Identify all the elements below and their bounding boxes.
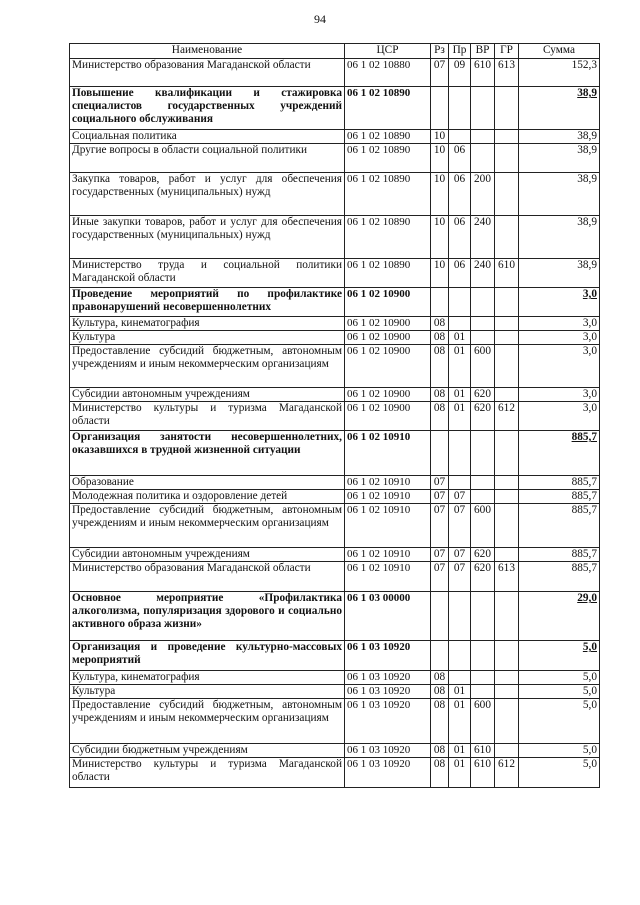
- budget-table: [69, 43, 600, 788]
- cell-name: Организация и проведение культурно-массовых мероприятий: [70, 641, 345, 671]
- cell-name: Организация занятости несовершеннолетних, оказавшихся в трудной жизненной ситуации: [70, 431, 345, 476]
- cell-rz: 08: [431, 402, 449, 431]
- cell-gr: [495, 592, 519, 641]
- cell-name: Образование: [70, 476, 345, 490]
- cell-rz: 08: [431, 758, 449, 788]
- cell-name: Основное мероприятие «Профилактика алкоголизма, популяризация здорового и социально активного образа жизни»: [70, 592, 345, 641]
- table-row: [70, 130, 600, 144]
- cell-csr: 06 1 02 10900: [345, 402, 431, 431]
- cell-name: Министерство образования Магаданской области: [70, 562, 345, 592]
- cell-vr: 620: [471, 388, 495, 402]
- cell-gr: [495, 476, 519, 490]
- cell-gr: [495, 288, 519, 317]
- cell-name: Социальная политика: [70, 130, 345, 144]
- cell-rz: 10: [431, 173, 449, 216]
- cell-rz: 07: [431, 490, 449, 504]
- cell-rz: 10: [431, 259, 449, 288]
- cell-sum: 38,9: [519, 87, 600, 130]
- cell-csr: 06 1 02 10890: [345, 216, 431, 259]
- cell-gr: 612: [495, 758, 519, 788]
- cell-pr: [449, 592, 471, 641]
- cell-gr: [495, 490, 519, 504]
- cell-sum: 38,9: [519, 144, 600, 173]
- table-row: [70, 671, 600, 685]
- table-row: [70, 548, 600, 562]
- cell-pr: 07: [449, 504, 471, 548]
- cell-pr: 07: [449, 562, 471, 592]
- cell-name: Субсидии автономным учреждениям: [70, 388, 345, 402]
- cell-csr: 06 1 02 10890: [345, 144, 431, 173]
- cell-sum: 885,7: [519, 548, 600, 562]
- cell-csr: 06 1 02 10890: [345, 173, 431, 216]
- cell-name: Министерство образования Магаданской области: [70, 59, 345, 87]
- header-gr: ГР: [495, 44, 519, 59]
- cell-pr: [449, 431, 471, 476]
- cell-vr: 600: [471, 345, 495, 388]
- table-row: [70, 216, 600, 259]
- cell-csr: 06 1 02 10910: [345, 562, 431, 592]
- cell-sum: 5,0: [519, 758, 600, 788]
- table-row: [70, 144, 600, 173]
- cell-name: Предоставление субсидий бюджетным, автономным учреждениям и иным некоммерческим организациям: [70, 504, 345, 548]
- cell-sum: 3,0: [519, 402, 600, 431]
- cell-csr: 06 1 02 10910: [345, 548, 431, 562]
- cell-vr: 600: [471, 699, 495, 744]
- cell-vr: [471, 331, 495, 345]
- cell-name: Субсидии автономным учреждениям: [70, 548, 345, 562]
- cell-vr: [471, 641, 495, 671]
- cell-pr: 01: [449, 388, 471, 402]
- cell-name: Министерство культуры и туризма Магаданской области: [70, 758, 345, 788]
- cell-sum: 3,0: [519, 288, 600, 317]
- cell-sum: 5,0: [519, 744, 600, 758]
- cell-sum: 38,9: [519, 173, 600, 216]
- header-name: Наименование: [70, 44, 345, 59]
- table-row: [70, 59, 600, 87]
- cell-csr: 06 1 02 10900: [345, 288, 431, 317]
- cell-gr: [495, 331, 519, 345]
- cell-vr: [471, 671, 495, 685]
- cell-sum: 38,9: [519, 130, 600, 144]
- cell-vr: 610: [471, 758, 495, 788]
- cell-vr: [471, 144, 495, 173]
- cell-pr: [449, 288, 471, 317]
- cell-rz: 08: [431, 699, 449, 744]
- cell-csr: 06 1 03 10920: [345, 671, 431, 685]
- cell-rz: 08: [431, 685, 449, 699]
- cell-rz: 10: [431, 216, 449, 259]
- cell-gr: [495, 685, 519, 699]
- cell-vr: [471, 317, 495, 331]
- table-row: [70, 317, 600, 331]
- cell-pr: 06: [449, 216, 471, 259]
- cell-vr: [471, 87, 495, 130]
- cell-csr: 06 1 03 10920: [345, 758, 431, 788]
- cell-vr: [471, 592, 495, 641]
- cell-csr: 06 1 03 10920: [345, 685, 431, 699]
- cell-sum: 38,9: [519, 216, 600, 259]
- cell-vr: 240: [471, 259, 495, 288]
- cell-sum: 885,7: [519, 431, 600, 476]
- cell-rz: 07: [431, 562, 449, 592]
- header-vr: ВР: [471, 44, 495, 59]
- table-row: [70, 331, 600, 345]
- cell-pr: 01: [449, 345, 471, 388]
- cell-pr: 01: [449, 744, 471, 758]
- cell-vr: [471, 288, 495, 317]
- cell-name: Иные закупки товаров, работ и услуг для обеспечения государственных (муниципальных) нужд: [70, 216, 345, 259]
- cell-csr: 06 1 02 10910: [345, 431, 431, 476]
- cell-gr: [495, 699, 519, 744]
- cell-name: Закупка товаров, работ и услуг для обеспечения государственных (муниципальных) нужд: [70, 173, 345, 216]
- table-row: [70, 431, 600, 476]
- table-row: [70, 592, 600, 641]
- cell-sum: 5,0: [519, 671, 600, 685]
- cell-vr: [471, 490, 495, 504]
- cell-pr: 06: [449, 259, 471, 288]
- header-pr: Пр: [449, 44, 471, 59]
- cell-vr: [471, 476, 495, 490]
- cell-vr: 610: [471, 59, 495, 87]
- header-csr: ЦСР: [345, 44, 431, 59]
- cell-sum: 3,0: [519, 331, 600, 345]
- cell-rz: 10: [431, 130, 449, 144]
- cell-name: Культура, кинематография: [70, 317, 345, 331]
- cell-gr: [495, 345, 519, 388]
- cell-rz: [431, 592, 449, 641]
- cell-gr: [495, 671, 519, 685]
- table-row: [70, 173, 600, 216]
- cell-gr: [495, 173, 519, 216]
- cell-vr: 620: [471, 548, 495, 562]
- cell-rz: 08: [431, 388, 449, 402]
- cell-sum: 3,0: [519, 345, 600, 388]
- cell-csr: 06 1 03 10920: [345, 641, 431, 671]
- cell-name: Повышение квалификации и стажировка специалистов государственных учреждений социального обслуживания: [70, 87, 345, 130]
- cell-pr: 06: [449, 144, 471, 173]
- cell-sum: 3,0: [519, 317, 600, 331]
- cell-gr: 610: [495, 259, 519, 288]
- cell-csr: 06 1 03 00000: [345, 592, 431, 641]
- cell-gr: [495, 548, 519, 562]
- cell-gr: [495, 641, 519, 671]
- table-row: [70, 476, 600, 490]
- cell-vr: [471, 130, 495, 144]
- cell-rz: [431, 288, 449, 317]
- cell-csr: 06 1 02 10900: [345, 345, 431, 388]
- cell-pr: 01: [449, 699, 471, 744]
- cell-rz: 07: [431, 476, 449, 490]
- cell-rz: 10: [431, 144, 449, 173]
- table-row: [70, 685, 600, 699]
- cell-pr: [449, 671, 471, 685]
- cell-sum: 29,0: [519, 592, 600, 641]
- cell-sum: 885,7: [519, 562, 600, 592]
- table-row: [70, 259, 600, 288]
- cell-rz: 08: [431, 331, 449, 345]
- cell-rz: 08: [431, 744, 449, 758]
- cell-gr: 613: [495, 562, 519, 592]
- cell-sum: 5,0: [519, 641, 600, 671]
- table-row: [70, 402, 600, 431]
- cell-rz: [431, 431, 449, 476]
- cell-gr: [495, 504, 519, 548]
- table-row: [70, 87, 600, 130]
- cell-name: Предоставление субсидий бюджетным, автономным учреждениям и иным некоммерческим организациям: [70, 345, 345, 388]
- cell-sum: 152,3: [519, 59, 600, 87]
- cell-gr: [495, 87, 519, 130]
- cell-pr: [449, 317, 471, 331]
- table-row: [70, 699, 600, 744]
- cell-pr: 07: [449, 548, 471, 562]
- cell-vr: 610: [471, 744, 495, 758]
- cell-gr: [495, 744, 519, 758]
- cell-name: Другие вопросы в области социальной политики: [70, 144, 345, 173]
- cell-csr: 06 1 02 10910: [345, 476, 431, 490]
- cell-sum: 3,0: [519, 388, 600, 402]
- cell-pr: 06: [449, 173, 471, 216]
- cell-name: Предоставление субсидий бюджетным, автономным учреждениям и иным некоммерческим организациям: [70, 699, 345, 744]
- cell-vr: 200: [471, 173, 495, 216]
- cell-pr: [449, 641, 471, 671]
- cell-csr: 06 1 02 10910: [345, 490, 431, 504]
- cell-rz: 08: [431, 345, 449, 388]
- cell-csr: 06 1 02 10890: [345, 130, 431, 144]
- cell-csr: 06 1 02 10900: [345, 388, 431, 402]
- cell-gr: [495, 216, 519, 259]
- table-row: [70, 288, 600, 317]
- cell-name: Молодежная политика и оздоровление детей: [70, 490, 345, 504]
- cell-name: Культура: [70, 331, 345, 345]
- cell-pr: 01: [449, 758, 471, 788]
- table-row: [70, 388, 600, 402]
- cell-gr: [495, 431, 519, 476]
- cell-name: Министерство культуры и туризма Магаданской области: [70, 402, 345, 431]
- cell-csr: 06 1 02 10890: [345, 87, 431, 130]
- cell-vr: 600: [471, 504, 495, 548]
- cell-name: Проведение мероприятий по профилактике правонарушений несовершеннолетних: [70, 288, 345, 317]
- cell-gr: 613: [495, 59, 519, 87]
- cell-pr: 01: [449, 331, 471, 345]
- table-row: [70, 758, 600, 788]
- cell-pr: 01: [449, 402, 471, 431]
- cell-csr: 06 1 02 10890: [345, 259, 431, 288]
- cell-name: Культура: [70, 685, 345, 699]
- cell-gr: 612: [495, 402, 519, 431]
- cell-rz: [431, 87, 449, 130]
- table-row: [70, 562, 600, 592]
- cell-csr: 06 1 02 10880: [345, 59, 431, 87]
- cell-gr: [495, 317, 519, 331]
- cell-csr: 06 1 02 10900: [345, 317, 431, 331]
- page-number: 94: [314, 12, 326, 26]
- cell-vr: 620: [471, 402, 495, 431]
- cell-csr: 06 1 02 10900: [345, 331, 431, 345]
- cell-gr: [495, 130, 519, 144]
- table-row: [70, 345, 600, 388]
- cell-name: Культура, кинематография: [70, 671, 345, 685]
- header-sum: Сумма: [519, 44, 600, 59]
- cell-sum: 885,7: [519, 504, 600, 548]
- cell-pr: [449, 130, 471, 144]
- cell-pr: 07: [449, 490, 471, 504]
- cell-rz: 08: [431, 317, 449, 331]
- header-rz: Рз: [431, 44, 449, 59]
- cell-vr: 240: [471, 216, 495, 259]
- table-row: [70, 504, 600, 548]
- cell-rz: 07: [431, 59, 449, 87]
- cell-sum: 5,0: [519, 699, 600, 744]
- cell-sum: 885,7: [519, 476, 600, 490]
- cell-rz: [431, 641, 449, 671]
- cell-rz: 07: [431, 504, 449, 548]
- cell-pr: 01: [449, 685, 471, 699]
- cell-pr: 09: [449, 59, 471, 87]
- table-header-row: [70, 44, 600, 59]
- table-row: [70, 641, 600, 671]
- cell-name: Субсидии бюджетным учреждениям: [70, 744, 345, 758]
- table-row: [70, 490, 600, 504]
- cell-sum: 885,7: [519, 490, 600, 504]
- cell-csr: 06 1 02 10910: [345, 504, 431, 548]
- cell-csr: 06 1 03 10920: [345, 744, 431, 758]
- cell-pr: [449, 87, 471, 130]
- cell-name: Министерство труда и социальной политики Магаданской области: [70, 259, 345, 288]
- cell-csr: 06 1 03 10920: [345, 699, 431, 744]
- cell-rz: 07: [431, 548, 449, 562]
- cell-gr: [495, 388, 519, 402]
- cell-vr: [471, 431, 495, 476]
- cell-rz: 08: [431, 671, 449, 685]
- cell-vr: 620: [471, 562, 495, 592]
- cell-sum: 38,9: [519, 259, 600, 288]
- cell-gr: [495, 144, 519, 173]
- table-row: [70, 744, 600, 758]
- cell-pr: [449, 476, 471, 490]
- cell-vr: [471, 685, 495, 699]
- cell-sum: 5,0: [519, 685, 600, 699]
